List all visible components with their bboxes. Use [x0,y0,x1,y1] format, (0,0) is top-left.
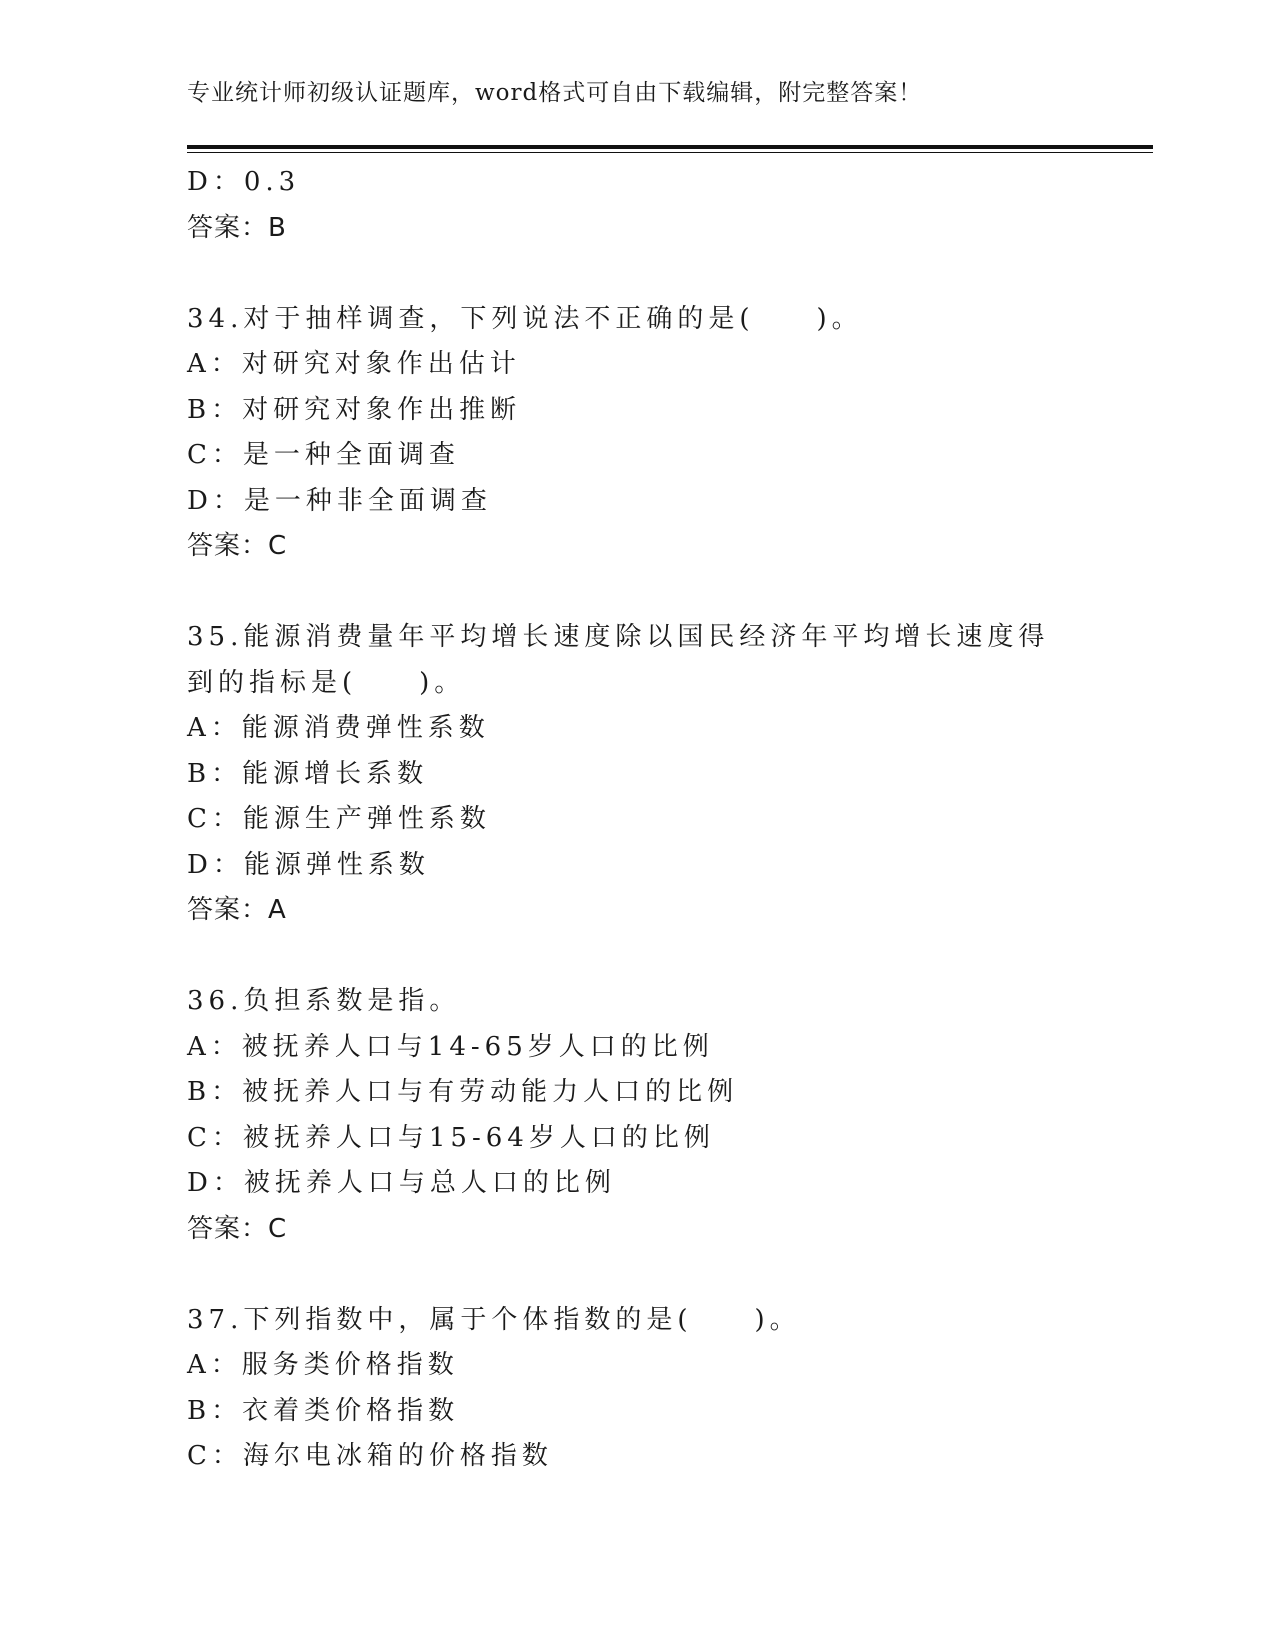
header-divider [187,145,1153,149]
question-36 [187,979,1087,1252]
answer-line: 答案：B [187,212,287,243]
option-b: B：衣着类价格指数 [187,1395,460,1426]
question-37 [187,1298,1087,1480]
option-c: C：能源生产弹性系数 [187,804,491,834]
header-divider-thin [187,152,1153,153]
option-b: B：被抚养人口与有劳动能力人口的比例 [187,1077,739,1107]
option-c: C：是一种全面调查 [187,440,460,470]
option-b: B：能源增长系数 [187,758,429,789]
question-35 [187,615,1087,934]
question-stem: 35.能源消费量年平均增长速度除以国民经济年平均增长速度得到的指标是( )。 [187,622,1050,698]
option-d: D：0.3 [187,167,301,197]
option-a: A：服务类价格指数 [187,1350,459,1380]
question-34 [187,297,1087,570]
answer-line: 答案：C [187,531,288,561]
option-a: A：被抚养人口与14-65岁人口的比例 [187,1031,714,1062]
option-a: A：对研究对象作出估计 [187,349,521,379]
option-c: C：被抚养人口与15-64岁人口的比例 [187,1122,715,1153]
question-stem: 36.负担系数是指。 [187,986,461,1016]
answer-line: 答案：C [187,1213,288,1244]
option-a: A：能源消费弹性系数 [187,713,490,743]
option-c: C：海尔电冰箱的价格指数 [187,1441,553,1471]
question-stem: 34.对于抽样调查，下列说法不正确的是( )。 [187,303,863,334]
spacer [187,251,1087,297]
question-stem: 37.下列指数中，属于个体指数的是( )。 [187,1304,801,1335]
option-b: B：对研究对象作出推断 [187,394,522,425]
answer-line: 答案：A [187,895,287,925]
document-body [187,160,1087,1480]
spacer [187,934,1087,980]
option-d: D：能源弹性系数 [187,849,430,880]
option-d: D：被抚养人口与总人口的比例 [187,1168,616,1198]
option-d: D：是一种非全面调查 [187,485,492,516]
spacer [187,570,1087,616]
question-fragment-33 [187,160,1087,251]
page-header: 专业统计师初级认证题库，word格式可自由下载编辑，附完整答案！ [187,80,923,106]
spacer [187,1252,1087,1298]
